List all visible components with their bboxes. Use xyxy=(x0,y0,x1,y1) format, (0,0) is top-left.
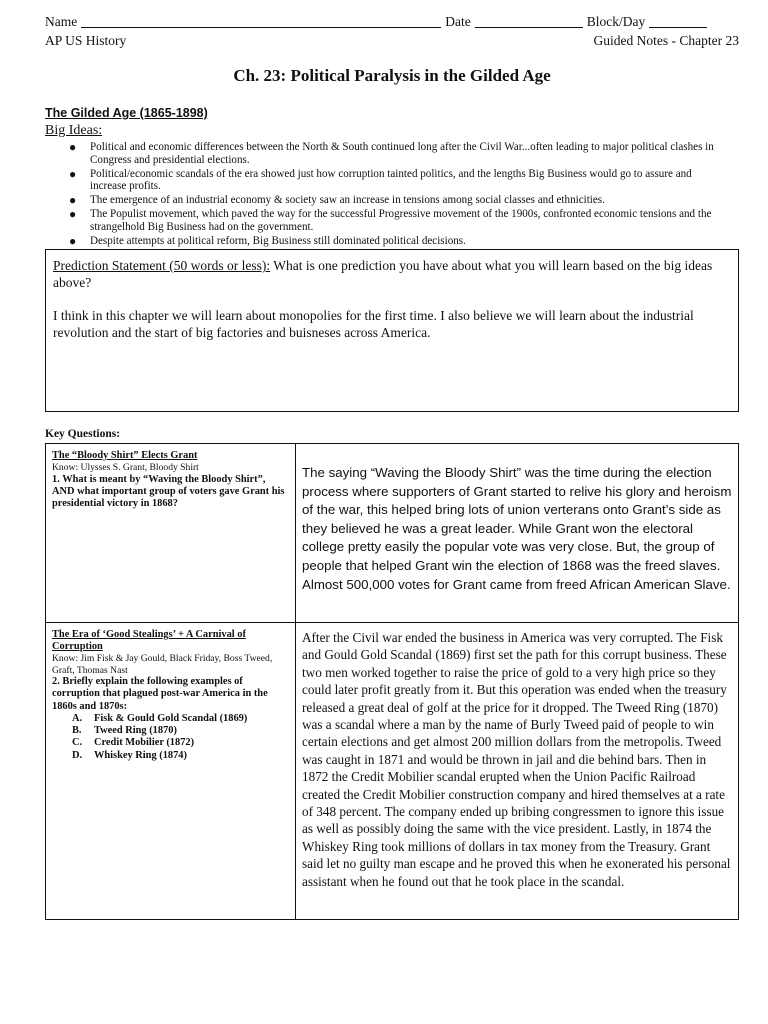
table-row xyxy=(46,623,739,920)
name-blank[interactable] xyxy=(81,14,441,28)
big-idea-item: ● Political and economic differences between the North & South continued long after the Civil War...often leading to major political clashes in Congress and presidential elections. xyxy=(69,140,714,166)
key-questions-table xyxy=(45,443,739,920)
prediction-answer[interactable]: I think in this chapter we will learn about monopolies for the first time. I also believe we will learn about the industrial revolution and the start of big factories and buisneses across America. xyxy=(53,308,694,340)
prediction-prompt xyxy=(53,257,731,291)
prediction-label: Prediction Statement (50 words or less): xyxy=(53,258,271,273)
block-day-label: Block/Day xyxy=(586,14,646,29)
date-label: Date xyxy=(445,14,471,29)
guided-notes-label: Guided Notes - Chapter 23 xyxy=(593,33,739,48)
list-item: A. Fisk & Gould Gold Scandal (1869) xyxy=(72,712,248,724)
bullet-icon: ● xyxy=(69,233,77,248)
name-label: Name xyxy=(45,14,78,29)
header-row xyxy=(45,14,739,30)
question-title: The Era of ‘Good Stealings’ + A Carnival of Corruption xyxy=(52,629,246,652)
section-heading: The Gilded Age (1865-1898) xyxy=(45,106,208,120)
big-ideas-label: Big Ideas: xyxy=(45,123,103,138)
answer-cell[interactable] xyxy=(296,623,739,920)
bullet-icon: ● xyxy=(69,166,77,181)
big-ideas-list xyxy=(45,141,739,247)
list-item: D. Whiskey Ring (1874) xyxy=(72,749,187,761)
date-blank[interactable] xyxy=(475,14,583,28)
question-text: 1. What is meant by “Waving the Bloody Shirt”, AND what important group of voters gave Grant his presidential victory in 1868? xyxy=(52,473,285,510)
list-item: B. Tweed Ring (1870) xyxy=(72,725,177,737)
bullet-icon: ● xyxy=(69,140,77,154)
bullet-icon: ● xyxy=(69,193,77,207)
bullet-icon: ● xyxy=(69,207,77,221)
question-cell xyxy=(46,623,296,920)
key-questions-label: Key Questions: xyxy=(45,428,121,440)
big-idea-item: ● The emergence of an industrial economy & society saw an increase in tensions among social classes and ethnicities. xyxy=(69,193,605,207)
question-know: Know: Jim Fisk & Jay Gould, Black Friday, Boss Tweed, Graft, Thomas Nast xyxy=(52,653,273,676)
scandal-list xyxy=(52,713,289,762)
worksheet-page xyxy=(45,14,739,920)
big-idea-item: ● Despite attempts at political reform, Big Business still dominated political decisions. xyxy=(69,233,466,248)
block-day-blank[interactable] xyxy=(649,14,707,28)
list-item: C. Credit Mobilier (1872) xyxy=(72,737,195,749)
question-title: The “Bloody Shirt” Elects Grant xyxy=(52,450,198,461)
question-text: 2. Briefly explain the following examples of corruption that plagued post-war America in the 1860s and 1870s: xyxy=(52,676,268,712)
answer-text[interactable]: The saying “Waving the Bloody Shirt” was the time during the election process where supporters of Grant started to relive his glory and heroism of the war, this helped bring lots of union verterans onto Grant’s side as they believed he was a great leader. While Grant won the electoral college pretty easily the popular vote was very close. But, the group of people that helped Grant win the election of 1868 was the freed slaves. Almost 500,000 votes for Grant came from freed African American Slave. xyxy=(302,465,732,592)
big-idea-item: ● The Populist movement, which paved the way for the successful Progressive movement of the 1900s, confronted economic tensions and the strangelhold Big Business had on the government. xyxy=(69,207,712,233)
big-idea-item: ● Political/economic scandals of the era showed just how corruption tainted politics, and the lengths Big Business would go to assure and increase profits. xyxy=(69,166,692,192)
prediction-question: What is one prediction you have about what you will learn based on the big ideas above? xyxy=(53,258,713,290)
answer-cell[interactable] xyxy=(296,444,739,623)
table-row xyxy=(46,444,739,623)
question-cell xyxy=(46,444,296,623)
header-subrow xyxy=(45,33,739,49)
page-title: Ch. 23: Political Paralysis in the Gilded Age xyxy=(233,66,551,85)
prediction-box xyxy=(45,249,739,412)
answer-text[interactable]: After the Civil war ended the business in America was very corrupted. The Fisk and Gould Gold Scandal (1869) first set the path for this corrupt business. These two men worked together to raise the price of gold to a very high price so they could later profit greatly from it. But this operation was ended when the treasury released a great deal of golf at the price for it dropped. The Tweed Ring (1870) was a scandal where a man by the name of Burly Tweed paid of people to win certain elections and get almost 200 million dollars from the metropolis. Tweed was caught in 1871 and would be thrown in jail and die behind bars. Then in 1872 the Credit Mobilier scandal erupted when the Union Pacific Railroad created the Credit Mobilier construction company and hired themselves at a rate of 348 percent. The company ended up bribing congressmen to ignore this issue as well as possibly doing the same with the vice president. Lastly, in 1874 the Whiskey Ring took millions of dollars in tax money from the Treasury. Grant said let no guilty man escape and he proved this when he exonerated his personal assistant when he found out that he took place in the scandal. xyxy=(302,630,731,889)
course-label: AP US History xyxy=(45,33,127,48)
question-know: Know: Ulysses S. Grant, Bloody Shirt xyxy=(52,462,199,473)
